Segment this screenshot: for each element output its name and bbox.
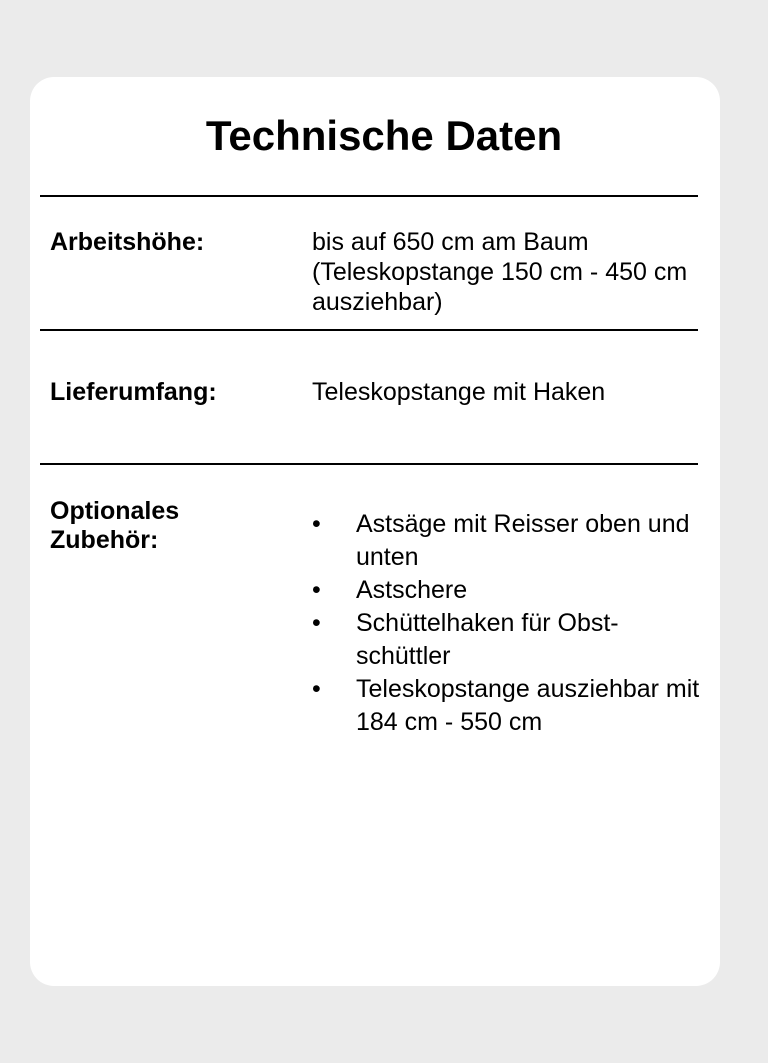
row-label-optionales-zubehoer: Optionales Zubehör: [50, 497, 180, 554]
row-label-arbeitshoehe: Arbeitshöhe: [50, 228, 205, 256]
list-item [312, 607, 712, 673]
bullet-icon: • [312, 576, 321, 604]
row-value-arbeitshoehe: bis auf 650 cm am Baum (Teleskopstange 150 cm - 450 cm ausziehbar) [312, 228, 688, 316]
row-value-lieferumfang: Teleskopstange mit Haken [312, 378, 606, 406]
list-item [312, 673, 712, 739]
list-item [312, 574, 712, 607]
list-item-text: Schüttelhaken für Obst-schüttler [356, 609, 619, 670]
list-item-text: Teleskopstange ausziehbar mit 184 cm - 550 cm [356, 675, 700, 736]
list-item-text: Astsäge mit Reisser oben und unten [356, 510, 690, 571]
divider [40, 463, 698, 465]
divider [40, 195, 698, 197]
bullet-icon: • [312, 609, 321, 637]
list-item [312, 508, 712, 574]
bullet-icon: • [312, 510, 321, 538]
accessory-list [312, 508, 712, 739]
row-label-lieferumfang: Lieferumfang: [50, 378, 217, 406]
divider [40, 329, 698, 331]
list-item-text: Astschere [356, 576, 468, 604]
page-title: Technische Daten [205, 112, 563, 159]
bullet-icon: • [312, 675, 321, 703]
